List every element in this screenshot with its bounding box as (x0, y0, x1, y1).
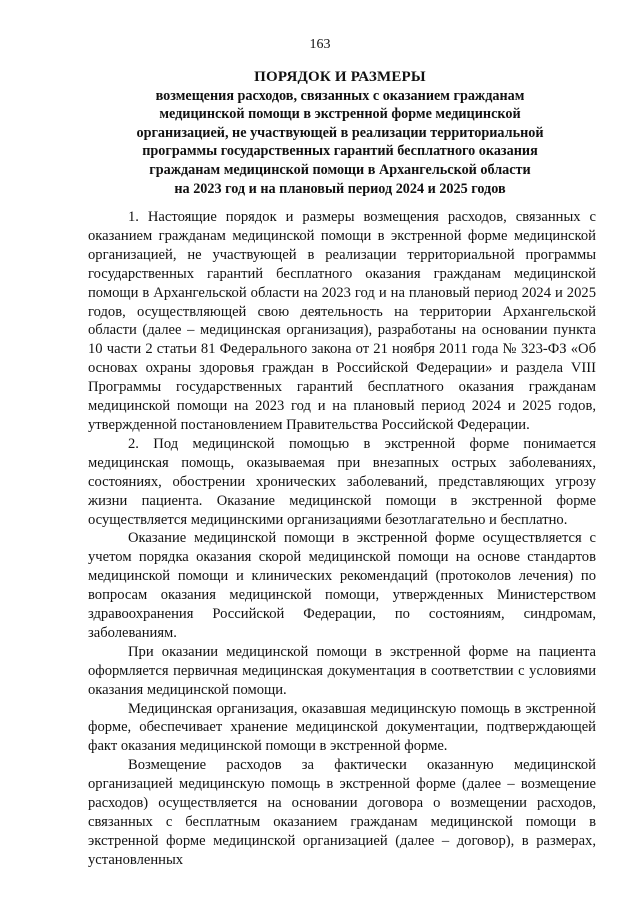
title-line: организацией, не участвующей в реализации территориальной (136, 124, 544, 141)
paragraph: При оказании медицинской помощи в экстренной форме на пациента оформляется первичная медицинская документация в соответствии с условиями оказания медицинской помощи. (88, 643, 596, 698)
paragraph: Медицинская организация, оказавшая медицинскую помощь в экстренной форме, обеспечивает хранение медицинской документации, подтверждающей факт оказания медицинской помощи в экстренной форме. (88, 700, 596, 755)
title-line: программы государственных гарантий бесплатного оказания (142, 143, 538, 160)
document-title (60, 68, 620, 198)
paragraph: 1. Настоящие порядок и размеры возмещения расходов, связанных с оказанием гражданам медицинской помощи в экстренной форме медицинской организацией, не участвующей в реализации территориальной программы государственных гарантий бесплатного оказания гражданам медицинской помощи в Архангельской области на 2023 год и на плановый период 2024 и 2025 годов, осуществляющей свою деятельность на территории Архангельской области (далее – медицинская организация), разработаны на основании пункта 10 части 2 статьи 81 Федерального закона от 21 ноября 2011 года № 323-ФЗ «Об основах охраны здоровья граждан в Российской Федерации» и раздела VIII Программы государственных гарантий бесплатного оказания гражданам медицинской помощи на 2023 год и на плановый период 2024 и 2025 годов, утвержденной постановлением Правительства Российской Федерации. (88, 209, 596, 433)
document-body (88, 208, 596, 870)
title-heading: ПОРЯДОК И РАЗМЕРЫ (254, 69, 426, 85)
title-line: гражданам медицинской помощи в Архангельской области (149, 161, 531, 178)
title-line: медицинской помощи в экстренной форме медицинской (159, 106, 521, 123)
title-line: на 2023 год и на плановый период 2024 и 2025 годов (174, 180, 506, 197)
paragraph: 2. Под медицинской помощью в экстренной форме понимается медицинская помощь, оказываемая при внезапных острых заболеваниях, состояниях, обострении хронических заболеваний, представляющих угрозу жизни пациента. Оказание медицинской помощи в экстренной форме осуществляется медицинскими организациями безотлагательно и бесплатно. (88, 435, 596, 528)
paragraph: Возмещение расходов за фактически оказанную медицинской организацией медицинскую помощь в экстренной форме (далее – возмещение расходов) осуществляется на основании договора о возмещении расходов, связанных с бесплатным оказанием гражданам медицинской помощи в экстренной форме медицинской организацией (далее – договор), в размерах, установленных (88, 757, 596, 868)
page-number: 163 (309, 37, 331, 52)
paragraph: Оказание медицинской помощи в экстренной форме осуществляется с учетом порядка оказания скорой медицинской помощи на основе стандартов медицинской помощи и клинических рекомендаций (протоколов лечения) по вопросам оказания медицинской помощи, утвержденных Министерством здравоохранения Российской Федерации, по состояниям, синдромам, заболеваниям. (88, 530, 596, 641)
title-line: возмещения расходов, связанных с оказанием гражданам (155, 87, 525, 104)
